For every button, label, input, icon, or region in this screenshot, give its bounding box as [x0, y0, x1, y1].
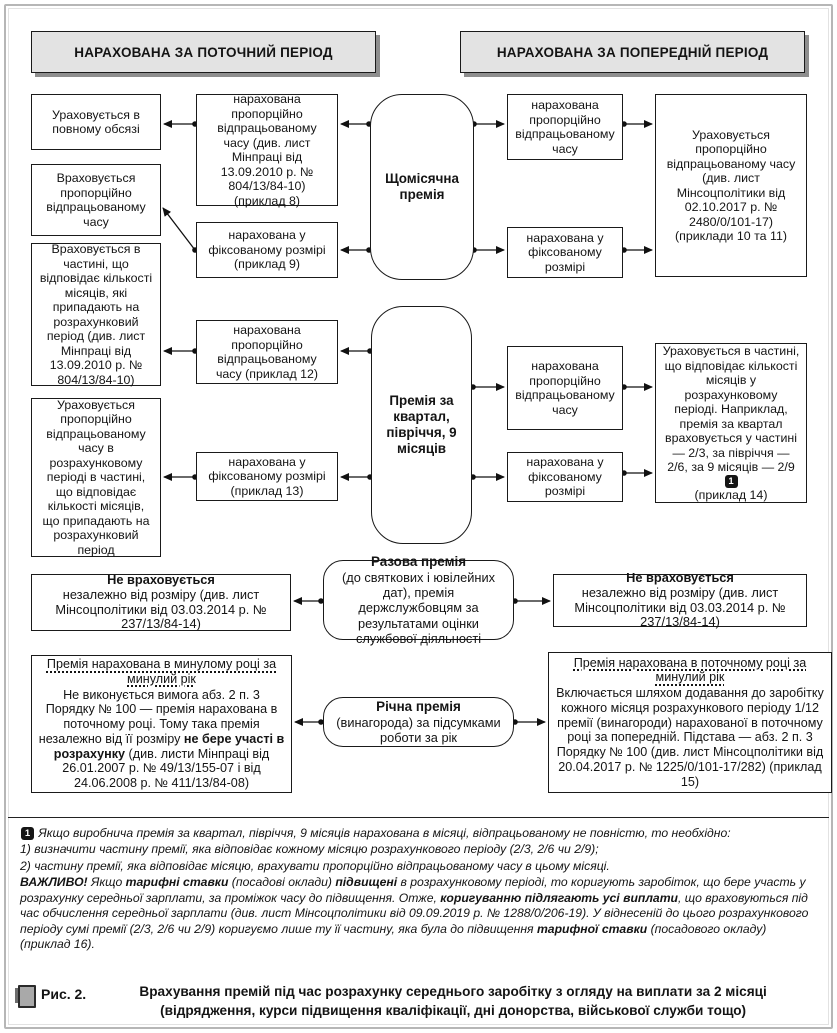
box-annual-right-title: Премія нарахована в поточному році за минулий рік [573, 655, 807, 685]
node-monthly-premium [370, 94, 474, 280]
box-previous-quarterly-fixed: нарахована у фіксованому розмірі [507, 452, 623, 502]
node-onetime-body: (до святкових і ювілейних дат), премія держслужбовцям за результатами оцінки службової діяльності [342, 569, 495, 647]
node-onetime-title: Разова премія [370, 553, 467, 569]
box-current-monthly-proportional: нарахована пропорційно відпрацьованому часу (див. лист Мінпраці від 13.09.2010 р. № 804/13/84-10) (приклад 8) [196, 94, 338, 206]
node-annual-premium [323, 697, 514, 747]
figure-caption-text: Врахування премій під час розрахунку середнього заробітку з огляду на виплати за 2 місяці (відрядження, курси підвищення кваліфікації, дні донорства, військової служби тощо) [139, 984, 767, 1019]
footnote [20, 826, 820, 954]
box-previous-monthly-fixed: нарахована у фіксованому розмірі [507, 227, 623, 278]
box-current-quarterly-fixed: нарахована у фіксованому розмірі (приклад 13) [196, 452, 338, 501]
box-onetime-not-counted-previous: Не враховується незалежно від розміру (див. лист Мінсоцполітики від 03.03.2014 р. № 237/13/84-14) [553, 574, 807, 627]
box-current-monthly-fixed: нарахована у фіксованому розмірі (приклад 9) [196, 222, 338, 278]
node-quarterly-title: Премія за квартал, півріччя, 9 місяців [386, 392, 457, 457]
box-counted-proportional: Враховується пропорційно відпрацьованому часу [31, 164, 161, 236]
box-previous-monthly-proportional: нарахована пропорційно відпрацьованому часу [507, 94, 623, 160]
node-annual-title: Річна премія [376, 698, 461, 714]
node-quarterly-premium [371, 306, 472, 544]
figure-icon [18, 985, 36, 1008]
box-annual-left-body: Не виконується вимога абз. 2 п. 3 Порядку № 100 — премія нарахована в поточному році. Тому така премія незалежно від її розміру не бере участі в розрахунку (див. листи Мінпраці від 26.01.2007 р. № 49/13/155-07 і від 24.06.2008 р. № 411/13/84-08) [38, 687, 285, 791]
footnote-line-1: 1 Якщо виробнича премія за квартал, півріччя, 9 місяців нарахована в місяці, відпрацьованому не повністю, то необхідно: [20, 826, 820, 841]
box-counted-part-months: Враховується в частині, що відповідає кількості місяців, які припадають на розрахунковий період (див. лист Мінпраці від 13.09.2010 р. № 804/13/84-10) [31, 243, 161, 386]
node-annual-body: (винагорода) за підсумками роботи за рік [336, 714, 501, 746]
box-counted-proportional-part: Ураховується пропорційно відпрацьованому часу в розрахунковому періоді в частині, що відповідає кількості місяців, що припадають на розрахунковий період [31, 398, 161, 557]
box-onetime-not-counted-current: Не враховується незалежно від розміру (див. лист Мінсоцполітики від 03.03.2014 р. № 237/13/84-14) [31, 574, 291, 631]
node-onetime-premium [323, 553, 514, 647]
box-previous-quarterly-proportional: нарахована пропорційно відпрацьованому часу [507, 346, 623, 430]
footnote-line-2: 1) визначити частину премії, яка відповідає кожному місяцю розрахункового періоду (2/3, 2/6 чи 2/9); [20, 842, 599, 857]
box-annual-left-title: Премія нарахована в минулому році за минулий рік [46, 657, 277, 686]
footnote-line-3: 2) частину премії, яка відповідає місяцю, врахувати пропорційно відпрацьованому часу в цьому місяці. [20, 858, 610, 873]
box-counted-full: Ураховується в повному обсязі [31, 94, 161, 150]
node-monthly-title: Щомісячна премія [385, 170, 459, 202]
box-previous-counted-part: Ураховується в частині, що відповідає кількості місяців у розрахунковому періоді. Наприклад, премія за квартал враховується у частині — 2/3, за півріччя — 2/6, за 9 місяців — 2/9 1 (приклад 14) [655, 343, 807, 503]
box-annual-right-body: Включається шляхом додавання до заробітку кожного місяця розрахункового періоду 1/12 премії (винагороди) нарахованої в поточному році за попередній. Підстава — абз. 2 п. 3 Порядку № 100 (див. лист Мінсоцполітики від 20.04.2017 р. № 1225/0/101-17/282) (приклад 15) [556, 686, 824, 789]
figure-label: Рис. 2. [41, 986, 87, 1002]
footnote-line-4: ВАЖЛИВО! Якщо тарифні ставки (посадові оклади) підвищені в розрахунковому періоді, то коригують заробіток, що бере участь у розрахунку середньої зарплати, за проміжок часу до підвищення. Отже, коригуванню підлягають усі виплати, що враховуються під час обчислення середньої зарплати (див. лист Мінсоцполітики від 09.09.2019 р. № 1288/0/206-19). У віднесеній до цього розрахункового періоду сумі премії (2/3, 2/6 чи 2/9) коригуємо лише ту її частину, яка була до підвищення тарифної ставки (посадового окладу) (приклад 16). [20, 875, 809, 952]
box-previous-counted-proportional: Ураховується пропорційно відпрацьованому часу (див. лист Мінсоцполітики від 02.10.2017 р. № 2480/0/101-17) (приклади 10 та 11) [655, 94, 807, 277]
box-current-quarterly-proportional: нарахована пропорційно відпрацьованому часу (приклад 12) [196, 320, 338, 384]
footnote-divider [8, 817, 829, 818]
header-current-period: НАРАХОВАНА ЗА ПОТОЧНИЙ ПЕРІОД [31, 31, 376, 73]
header-previous-period: НАРАХОВАНА ЗА ПОПЕРЕДНІЙ ПЕРІОД [460, 31, 805, 73]
figure-caption-row [18, 982, 820, 1020]
box-annual-last-year-for-last-year [31, 655, 292, 793]
box-annual-current-year-for-last-year [548, 652, 832, 793]
